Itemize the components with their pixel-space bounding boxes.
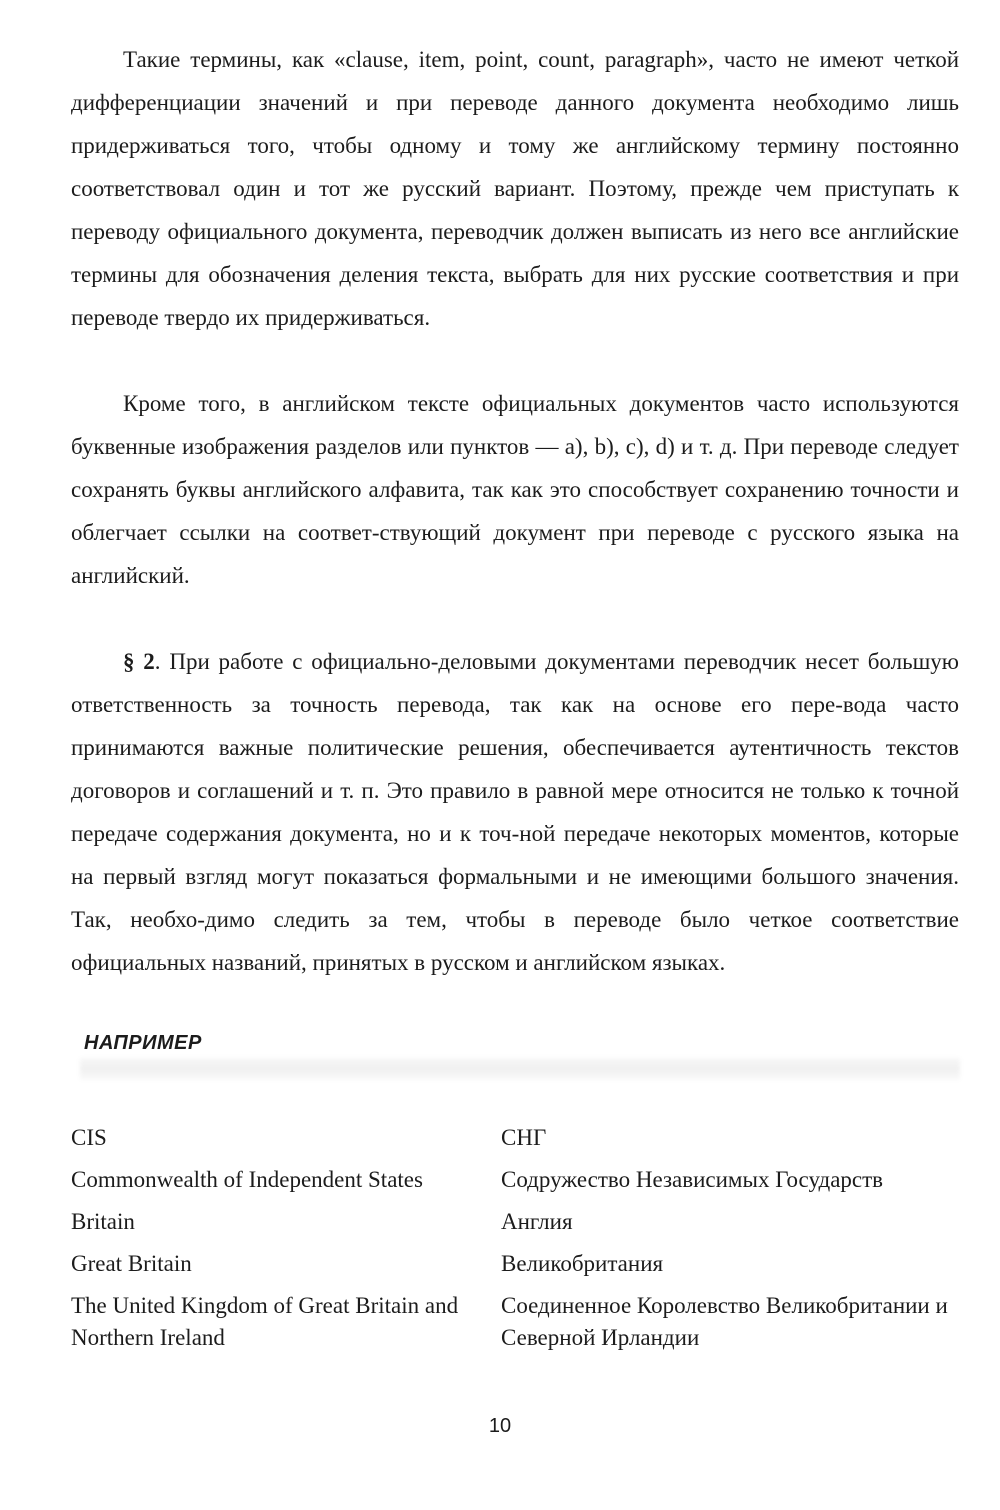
- term-russian: СНГ: [501, 1125, 547, 1150]
- paragraph-section-2: [71, 640, 959, 984]
- page-number: 10: [488, 1415, 512, 1437]
- term-row: [71, 1290, 961, 1354]
- term-english: Britain: [71, 1209, 135, 1234]
- term-russian: Содружество Независимых Государств: [501, 1167, 884, 1192]
- section-mark: § 2: [123, 649, 155, 674]
- term-english: CIS: [71, 1125, 107, 1150]
- term-russian: Англия: [501, 1209, 573, 1234]
- bleed-through-artifact: [80, 1058, 960, 1080]
- term-english: The United Kingdom of Great Britain and Northern Ireland: [71, 1293, 459, 1350]
- term-row: [71, 1206, 961, 1238]
- term-row: [71, 1122, 961, 1154]
- section-2-text: . При работе с официально-деловыми документами переводчик несет большую ответственность за точность перевода, так как на основе его пере-вода часто принимаются важные политические решения, обеспечивается аутентичность текстов договоров и соглашений и т. п. Это правило в равной мере относится не только к точной передаче содержания документа, но и к точ-ной передаче некоторых моментов, которые на первый взгляд могут показаться формальными и не имеющими большого значения. Так, необхо-димо следить за тем, чтобы в переводе было четкое соответствие официальных названий, принятых в русском и английском языках.: [71, 649, 959, 975]
- term-english: Great Britain: [71, 1251, 192, 1276]
- term-russian: Соединенное Королевство Великобритании и Северной Ирландии: [501, 1293, 948, 1350]
- paragraph-letter-designations: Кроме того, в английском тексте официальных документов часто используются буквенные изображения разделов или пунктов — a), b), c), d) и т. д. При переводе следует сохранять буквы английского алфавита, так как это способствует сохранению точности и облегчает ссылки на соответ-ствующий документ при переводе с русского языка на английский.: [71, 391, 959, 588]
- example-heading: НАПРИМЕР: [84, 1032, 202, 1054]
- term-english: Commonwealth of Independent States: [71, 1167, 423, 1192]
- term-row: [71, 1248, 961, 1280]
- paragraph-terms-differentiation: Такие термины, как «clause, item, point, count, paragraph», часто не имеют четкой дифференциации значений и при переводе данного документа необходимо лишь придерживаться того, чтобы одному и тому же английскому термину постоянно соответствовал один и тот же русский вариант. Поэтому, прежде чем приступать к переводу официального документа, переводчик должен выписать из него все английские термины для обозначения деления текста, выбрать для них русские соответствия и при переводе твердо их придерживаться.: [71, 47, 959, 330]
- term-row: [71, 1164, 961, 1196]
- term-russian: Великобритания: [501, 1251, 664, 1276]
- terms-table: [71, 1122, 961, 1364]
